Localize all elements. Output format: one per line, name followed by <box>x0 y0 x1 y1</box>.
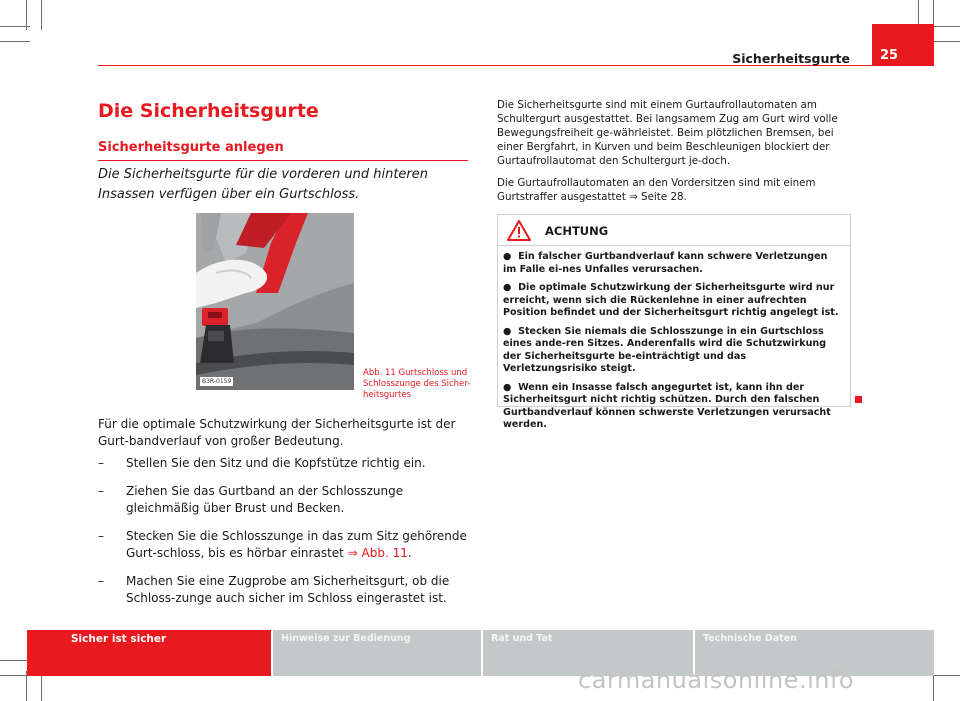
watermark: carmanualsonline.info <box>578 666 855 694</box>
crop-mark <box>0 675 30 676</box>
step-text: Stecken Sie die Schlosszunge in das zum Sitz gehörende Gurt-schloss, bis es hörbar einrastet <box>126 529 467 560</box>
crop-mark <box>0 41 30 42</box>
warning-text: Ein falscher Gurtbandverlauf kann schwere Verletzungen im Falle ei-nes Unfalles verursachen. <box>503 251 828 275</box>
warning-text: Die optimale Schutzwirkung der Sicherheitsgurte wird nur erreicht, wenn sich die Rückenlehne in einer aufrechten Position befindet und der Sicherheitsgurt richtig angelegt ist. <box>503 282 839 318</box>
subsection-title: Sicherheitsgurte anlegen <box>98 140 284 155</box>
instruction-steps <box>98 455 470 618</box>
list-item <box>503 282 842 320</box>
list-bullet: ● <box>503 381 519 393</box>
warning-list <box>498 246 850 432</box>
step-text: Stellen Sie den Sitz und die Kopfstütze richtig ein. <box>126 456 426 470</box>
seatbelt-buckle-figure <box>196 213 354 390</box>
figure-code: B3R-0159 <box>202 378 232 385</box>
crop-mark <box>930 26 960 27</box>
list-item <box>503 326 842 376</box>
list-dash: – <box>98 484 104 498</box>
list-item <box>98 528 470 562</box>
list-item <box>98 573 470 607</box>
crop-mark <box>41 0 42 30</box>
body-paragraph: Die Gurtaufrollautomaten an den Vordersitzen sind mit einem Gurtstraffer ausgestattet ⇒ Seite 28. <box>497 177 816 203</box>
section-title: Die Sicherheitsgurte <box>98 100 319 122</box>
page-number-text: 25 <box>880 48 899 63</box>
tab-rat-und-tat[interactable]: Rat und Tat <box>481 630 693 676</box>
tab-hinweise-zur-bedienung[interactable]: Hinweise zur Bedienung <box>271 630 481 676</box>
list-item <box>503 382 842 432</box>
list-bullet: ● <box>503 251 519 262</box>
crop-mark <box>930 675 960 676</box>
body-paragraph: Für die optimale Schutzwirkung der Sicherheitsgurte ist der Gurt-bandverlauf von großer Bedeutung. <box>98 417 456 448</box>
crop-mark <box>0 26 30 27</box>
tab-sicher-ist-sicher[interactable]: Sicher ist sicher <box>27 630 271 676</box>
step-text: Ziehen Sie das Gurtband an der Schlosszunge gleichmäßig über Brust und Becken. <box>126 484 404 515</box>
tab-technische-daten[interactable]: Technische Daten <box>693 630 934 676</box>
list-dash: – <box>98 456 104 470</box>
page-number <box>872 24 934 66</box>
crop-mark <box>0 660 30 661</box>
figure-reference-link[interactable]: ⇒ Abb. 11 <box>347 546 408 560</box>
step-text-end: . <box>407 546 412 560</box>
subsection-rule <box>98 160 468 161</box>
list-bullet: ● <box>503 325 519 337</box>
step-text: Machen Sie eine Zugprobe am Sicherheitsgurt, ob die Schloss-zunge auch sicher im Schloss eingerastet ist. <box>126 574 450 605</box>
warning-text: Stecken Sie niemals die Schlosszunge in ein Gurtschloss eines ande-ren Sitzes. Anderenfalls wird die Schutzwirkung der Sicherheitsgurte be-einträchtigt und das Verletzungsrisiko steigt. <box>503 325 827 374</box>
list-item <box>98 483 470 517</box>
crop-mark <box>930 41 960 42</box>
warning-box <box>497 214 851 430</box>
list-dash: – <box>98 529 104 543</box>
list-item <box>98 455 470 472</box>
warning-text: Wenn ein Insasse falsch angegurtet ist, kann ihn der Sicherheitsgurt nicht richtig schützen. Durch den falschen Gurtbandverlauf können schwerste Verletzungen verursacht werden. <box>503 381 831 430</box>
list-item <box>503 251 842 276</box>
warning-title: ACHTUNG <box>545 224 609 238</box>
section-end-mark <box>855 396 862 403</box>
body-paragraph: Die Sicherheitsgurte sind mit einem Gurtaufrollautomaten am Schultergurt ausgestattet. Bei langsamem Zug am Gurt wird volle Bewegungsfreiheit ge-währleistet. Beim plötzlichen Bremsen, bei einer Bergfahrt, in Kurven und beim Beschleunigen blockiert der Gurtaufrollautomat den Schultergurt je-doch. <box>497 99 838 167</box>
figure-caption: Abb. 11 Gurtschloss und Schlosszunge des Sicher-heitsgurtes <box>363 368 471 400</box>
warning-triangle-icon <box>507 220 531 241</box>
list-dash: – <box>98 574 104 588</box>
running-header-title: Sicherheitsgurte <box>732 51 850 66</box>
intro-text: Die Sicherheitsgurte für die vorderen und hinteren Insassen verfügen über ein Gurtschloss. <box>98 167 429 202</box>
warning-header <box>498 215 850 246</box>
seatbelt-illustration <box>196 213 354 390</box>
list-bullet: ● <box>503 282 519 293</box>
